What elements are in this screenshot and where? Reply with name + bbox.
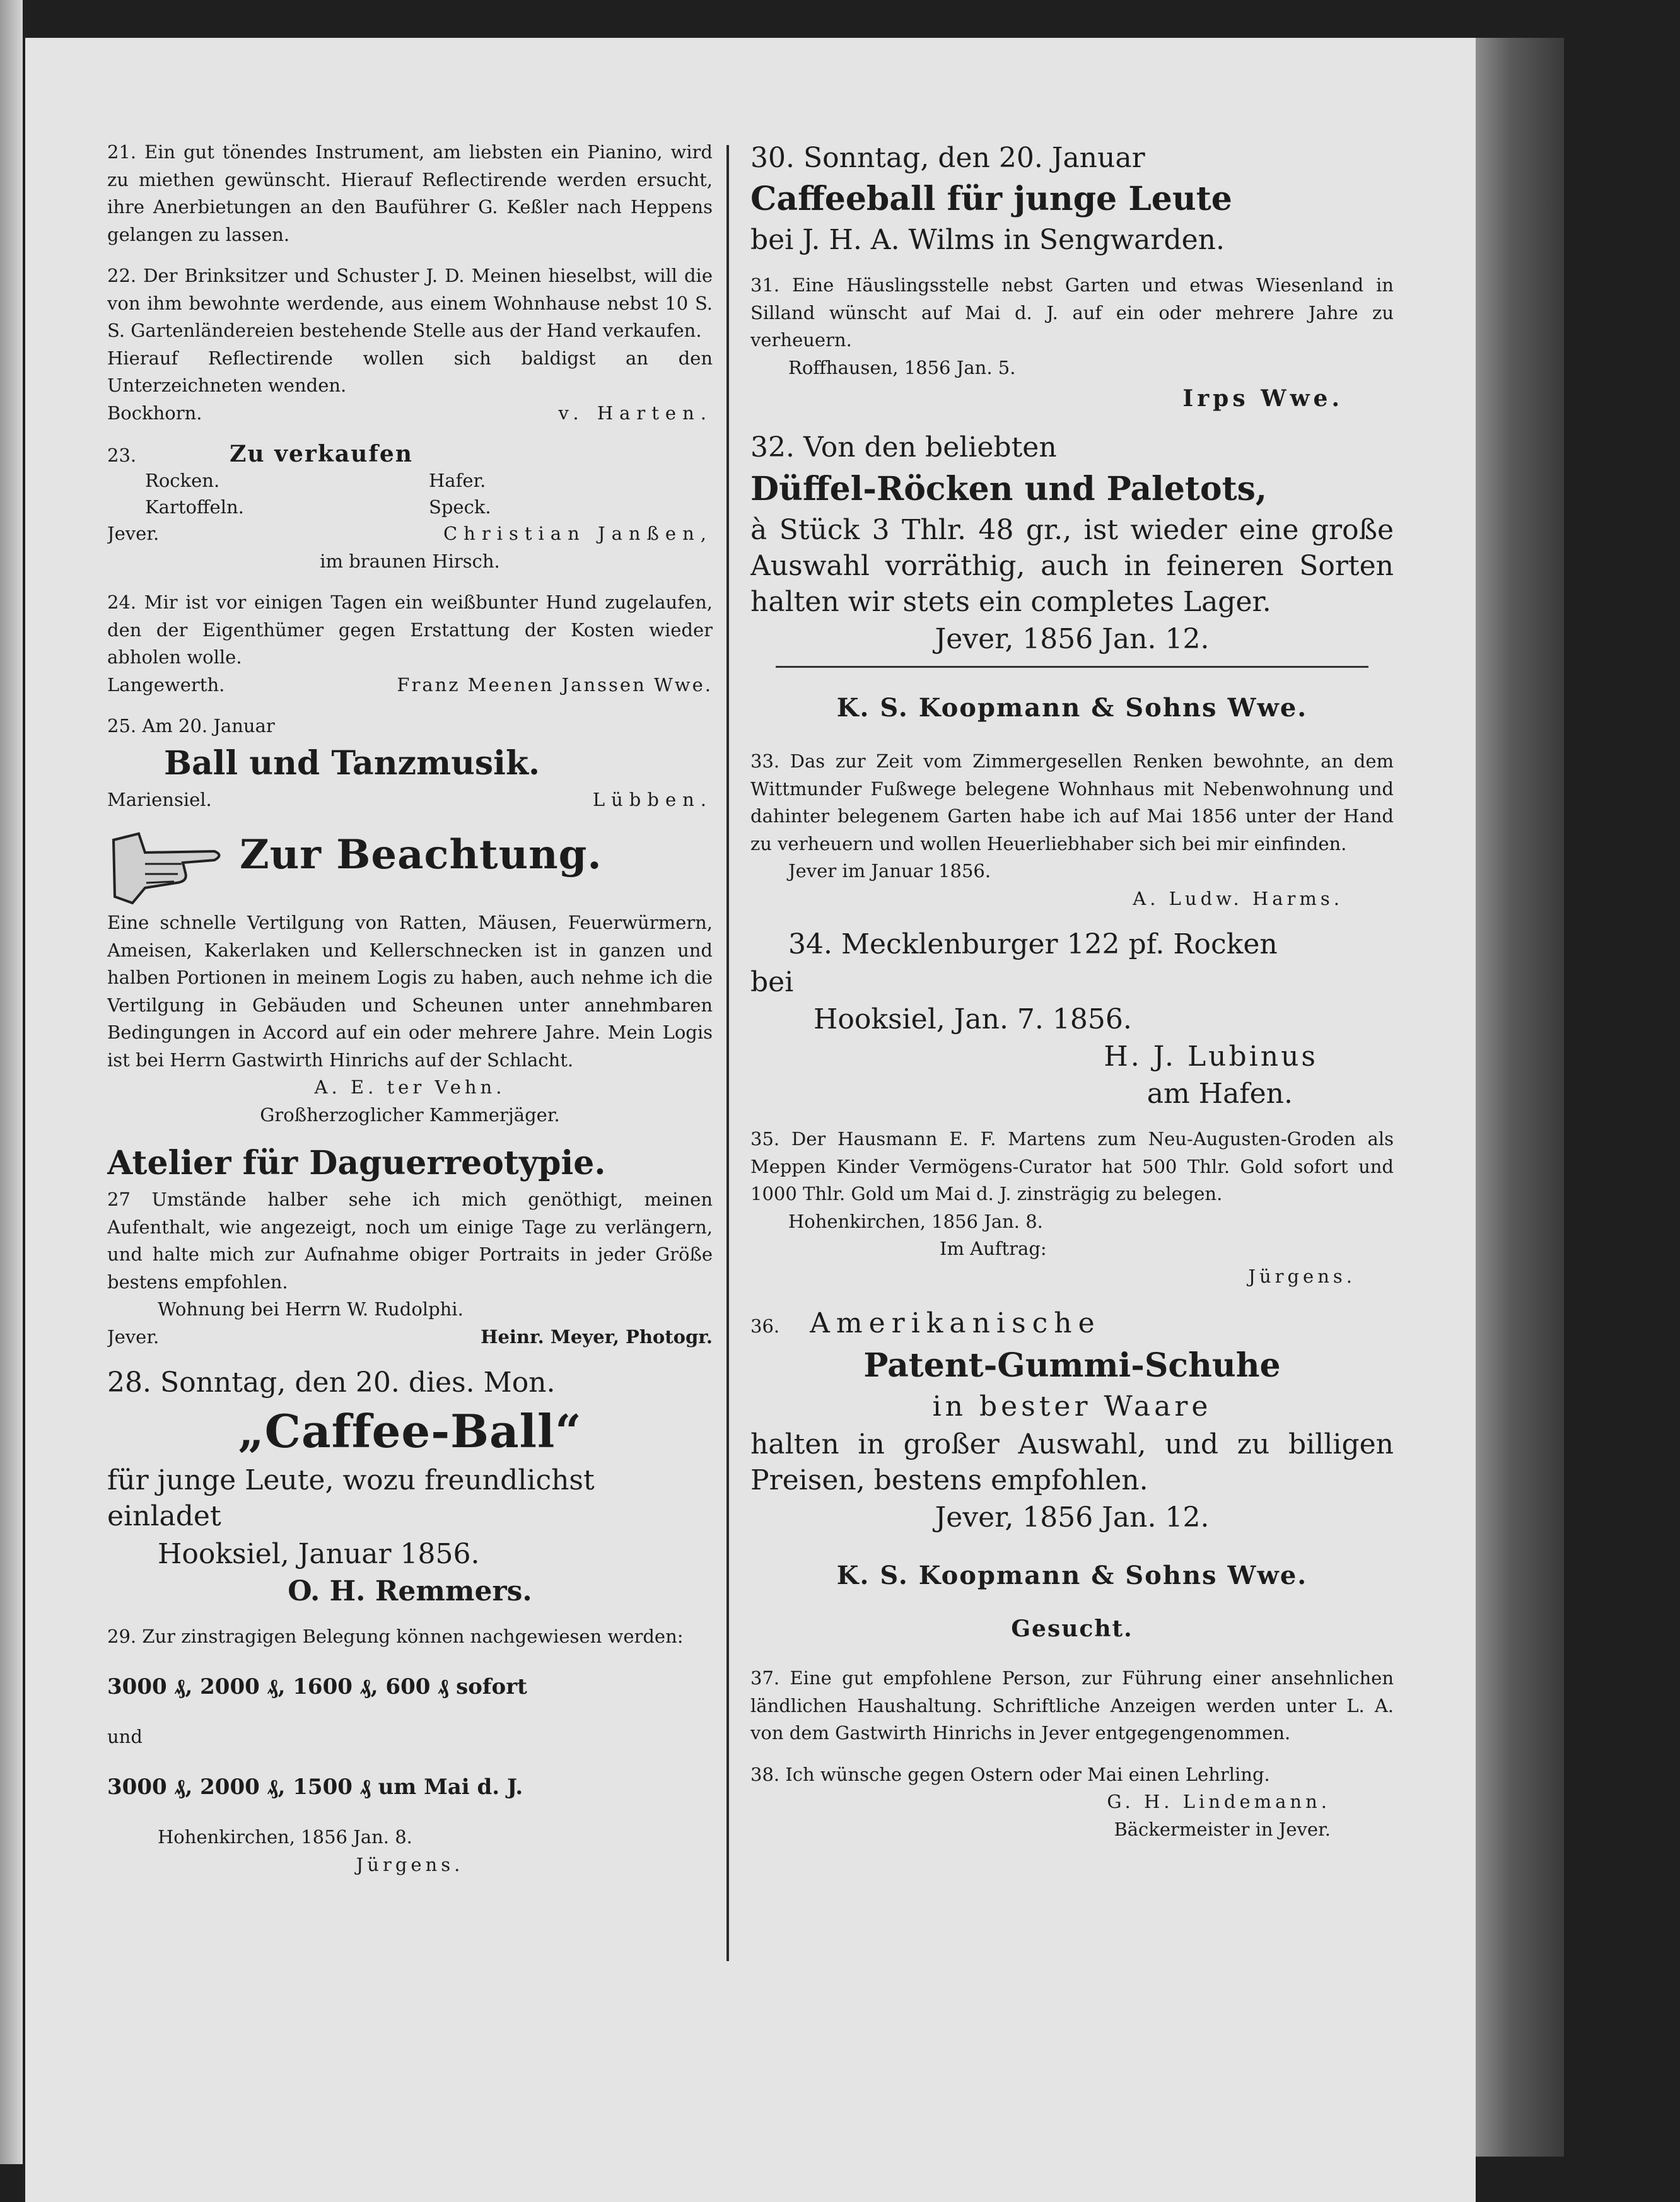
ad-23-number: 23. bbox=[107, 445, 137, 466]
ad-34 bbox=[750, 926, 1394, 1112]
ad-27-address: Wohnung bei Herrn W. Rudolphi. bbox=[158, 1298, 464, 1320]
ad-23-items bbox=[107, 467, 713, 520]
ad-21 bbox=[107, 139, 713, 248]
ad-25-place: Mariensiel. bbox=[107, 788, 212, 810]
ad-21-text: 21. Ein gut tönendes Instrument, am liebsten ein Pianino, wird zu miethen gewünscht. Hierauf Reflectirende werden ersucht, ihre Anerbietungen an den Bauführer G. Keßler nach Heppens gelangen zu lassen. bbox=[107, 141, 713, 245]
ad-28-line: 28. Sonntag, den 20. dies. Mon. bbox=[107, 1366, 556, 1399]
ad-35-signer: Jürgens. bbox=[1248, 1265, 1356, 1287]
ad-29-und: und bbox=[107, 1726, 143, 1748]
ad-33-text: 33. Das zur Zeit vom Zimmergesellen Renken bewohnte, an dem Wittmunder Fußwege belegene Wohnhaus mit Nebenwohnung und dahinter belegenem Garten habe ich auf Mai 1856 unter der Hand zu verheuern und wollen Heuerliebhaber sich bei mir einfinden. bbox=[750, 750, 1394, 854]
ad-22-place: Bockhorn. bbox=[107, 402, 202, 424]
ad-35-auftrag: Im Auftrag: bbox=[940, 1238, 1047, 1260]
column-divider bbox=[726, 145, 729, 1961]
ad-34-signer2: am Hafen. bbox=[1146, 1078, 1293, 1110]
ad-37-title: Gesucht. bbox=[1011, 1616, 1133, 1643]
ad-34-place: Hooksiel, Jan. 7. 1856. bbox=[814, 1003, 1132, 1035]
ad-29-amounts-2: 3000 ₰, 2000 ₰, 1500 ₰ um Mai d. J. bbox=[107, 1774, 523, 1800]
right-column bbox=[750, 139, 1394, 2081]
ad-23-place: Jever. bbox=[107, 523, 160, 545]
ad-24-text: 24. Mir ist vor einigen Tagen ein weißbunter Hund zugelaufen, den der Eigenthümer gegen Erstattung der Kosten wieder abholen wolle. bbox=[107, 591, 713, 668]
book-binding bbox=[0, 0, 23, 2164]
newspaper-page bbox=[25, 38, 1476, 2202]
ad-27-title: Atelier für Daguerreotypie. bbox=[107, 1144, 606, 1183]
ad-32-title: Düffel-Röcken und Paletots, bbox=[750, 469, 1267, 508]
ad-35-place: Hohenkirchen, 1856 Jan. 8. bbox=[788, 1210, 1043, 1232]
ad-25 bbox=[107, 713, 713, 813]
ad-29-amounts-1: 3000 ₰, 2000 ₰, 1600 ₰, 600 ₰ sofort bbox=[107, 1674, 527, 1699]
ad-37-text: 37. Eine gut empfohlene Person, zur Führung einer ansehnlichen ländlichen Haushaltung. Schriftliche Anzeigen werden unter L. A. von dem Gastwirth Hinrichs in Jever entgegengenommen. bbox=[750, 1667, 1394, 1744]
ad-22 bbox=[107, 262, 713, 427]
ad-27-place: Jever. bbox=[107, 1325, 160, 1348]
ad-26-signer: A. E. ter Vehn. bbox=[314, 1076, 506, 1098]
ad-27-signature bbox=[107, 1324, 713, 1351]
ad-22-signature bbox=[107, 400, 713, 428]
book-edge bbox=[1476, 38, 1564, 2157]
ad-30-line: 30. Sonntag, den 20. Januar bbox=[750, 142, 1145, 174]
ad-28-text: für junge Leute, wozu freundlichst einladet bbox=[107, 1464, 595, 1533]
ad-26-signer2: Großherzoglicher Kammerjäger. bbox=[260, 1104, 560, 1126]
ad-22-text2: Hierauf Reflectirende wollen sich baldigst an den Unterzeichneten wenden. bbox=[107, 347, 713, 396]
ad-32-signer: K. S. Koopmann & Sohns Wwe. bbox=[836, 693, 1308, 723]
ad-32-place: Jever, 1856 Jan. 12. bbox=[935, 623, 1210, 656]
ad-26-title: Zur Beachtung. bbox=[240, 831, 602, 879]
ad-23 bbox=[107, 441, 713, 575]
ad-38-text: 38. Ich wünsche gegen Ostern oder Mai einen Lehrling. bbox=[750, 1763, 1270, 1785]
ad-31-signer: Irps Wwe. bbox=[1182, 385, 1343, 412]
ad-29-signer: Jürgens. bbox=[356, 1853, 464, 1875]
ad-25-signer: Lübben. bbox=[592, 788, 713, 810]
ad-26-header bbox=[107, 827, 713, 909]
ad-23-signer2: im braunen Hirsch. bbox=[320, 550, 500, 572]
ad-36-line: Amerikanische bbox=[810, 1307, 1101, 1340]
ad-23-item: Rocken. bbox=[145, 470, 220, 491]
ad-24 bbox=[107, 589, 713, 699]
ad-29-text: 29. Zur zinstragigen Belegung können nachgewiesen werden: bbox=[107, 1626, 684, 1648]
ad-23-item: Speck. bbox=[429, 496, 491, 518]
pointing-hand-icon bbox=[107, 827, 227, 909]
ad-35 bbox=[750, 1126, 1394, 1290]
ad-36-number: 36. bbox=[750, 1315, 780, 1337]
ad-32 bbox=[750, 429, 1394, 723]
ad-24-signer: Franz Meenen Janssen Wwe. bbox=[397, 673, 713, 696]
ad-25-signature bbox=[107, 786, 713, 814]
ad-35-text: 35. Der Hausmann E. F. Martens zum Neu-Augusten-Groden als Meppen Kinder Vermögens-Curator hat 500 Thlr. Gold sofort und 1000 Thlr. Gold um Mai d. J. zinsträgig zu belegen. bbox=[750, 1128, 1394, 1205]
ad-23-title: Zu verkaufen bbox=[230, 441, 413, 467]
ad-36-signer: K. S. Koopmann & Sohns Wwe. bbox=[836, 1561, 1308, 1591]
ad-37 bbox=[750, 1616, 1394, 1747]
ad-36-place: Jever, 1856 Jan. 12. bbox=[935, 1501, 1210, 1534]
ad-32-line: 32. Von den beliebten bbox=[750, 431, 1057, 464]
ad-23-item: Hafer. bbox=[429, 470, 486, 491]
ad-23-signer: Christian Janßen, bbox=[443, 523, 713, 545]
ad-29-place: Hohenkirchen, 1856 Jan. 8. bbox=[158, 1826, 412, 1848]
ad-28-place: Hooksiel, Januar 1856. bbox=[158, 1537, 480, 1570]
ad-26 bbox=[107, 827, 713, 1129]
ad-38 bbox=[750, 1761, 1394, 1844]
ad-33 bbox=[750, 748, 1394, 912]
ad-22-signer: v. Harten. bbox=[558, 402, 713, 424]
ad-34-bei: bei bbox=[750, 965, 794, 998]
ad-36-sub: in bester Waare bbox=[932, 1390, 1212, 1423]
ad-26-text: Eine schnelle Vertilgung von Ratten, Mäusen, Feuerwürmern, Ameisen, Kakerlaken und Kellerschnecken ist in ganzen und halben Portionen in meinem Logis zu haben, auch nehme ich die Vertilgung in Gebäuden und Scheunen unter annehmbaren Bedingungen in Accord auf ein oder mehrere Jahre. Mein Logis ist bei Herrn Gastwirth Hinrichs auf der Schlacht. bbox=[107, 912, 713, 1071]
ad-31-text: 31. Eine Häuslingsstelle nebst Garten und etwas Wiesenland in Silland wünscht auf Mai d. J. auf ein oder mehrere Jahre zu verheuern. bbox=[750, 274, 1394, 351]
ad-27-signer: Heinr. Meyer, Photogr. bbox=[481, 1325, 713, 1348]
ad-28 bbox=[107, 1365, 713, 1609]
left-column bbox=[107, 139, 713, 2081]
ad-28-signer: O. H. Remmers. bbox=[288, 1575, 532, 1607]
ad-25-line: 25. Am 20. Januar bbox=[107, 715, 275, 737]
ad-22-text: 22. Der Brinksitzer und Schuster J. D. Meinen hieselbst, will die von ihm bewohnte werdende, aus einem Wohnhause nebst 10 S. S. Gartenländereien bestehende Stelle aus der Hand verkaufen. bbox=[107, 265, 713, 341]
ad-28-title: „Caffee-Ball“ bbox=[238, 1404, 582, 1459]
ad-36 bbox=[750, 1304, 1394, 1590]
ad-32-rule bbox=[776, 666, 1368, 668]
ad-36-title: Patent-Gummi-Schuhe bbox=[863, 1346, 1281, 1385]
ad-34-signer: H. J. Lubinus bbox=[1104, 1040, 1318, 1073]
ad-31 bbox=[750, 272, 1394, 416]
ad-30-title: Caffeeball für junge Leute bbox=[750, 180, 1232, 219]
ad-33-place: Jever im Januar 1856. bbox=[788, 860, 991, 882]
ad-33-signer: A. Ludw. Harms. bbox=[1133, 887, 1343, 909]
ad-38-signer2: Bäckermeister in Jever. bbox=[1114, 1818, 1331, 1840]
ad-24-signature bbox=[107, 672, 713, 699]
ad-36-text: halten in großer Auswahl, und zu billigen Preisen, bestens empfohlen. bbox=[750, 1428, 1394, 1496]
ad-27-text: 27 Umstände halber sehe ich mich genöthigt, meinen Aufenthalt, wie angezeigt, noch um einige Tage zu verlängern, und halte mich zur Aufnahme obiger Portraits in jeder Größe bestens empfohlen. bbox=[107, 1189, 713, 1293]
ad-24-place: Langewerth. bbox=[107, 673, 225, 696]
ad-30-text: bei J. H. A. Wilms in Sengwarden. bbox=[750, 224, 1225, 257]
ad-34-line: 34. Mecklenburger 122 pf. Rocken bbox=[788, 928, 1278, 961]
ad-25-title: Ball und Tanzmusik. bbox=[164, 743, 540, 783]
ad-23-signature bbox=[107, 520, 713, 548]
ad-27 bbox=[107, 1143, 713, 1351]
ad-30 bbox=[750, 140, 1394, 258]
ad-23-item: Kartoffeln. bbox=[145, 496, 244, 518]
ad-29 bbox=[107, 1623, 713, 1879]
ad-32-text: à Stück 3 Thlr. 48 gr., ist wieder eine große Auswahl vorräthig, auch in feineren Sorten halten wir stets ein completes Lager. bbox=[750, 513, 1394, 618]
ad-31-place: Roffhausen, 1856 Jan. 5. bbox=[788, 356, 1016, 378]
ad-38-signer: G. H. Lindemann. bbox=[1107, 1791, 1331, 1813]
